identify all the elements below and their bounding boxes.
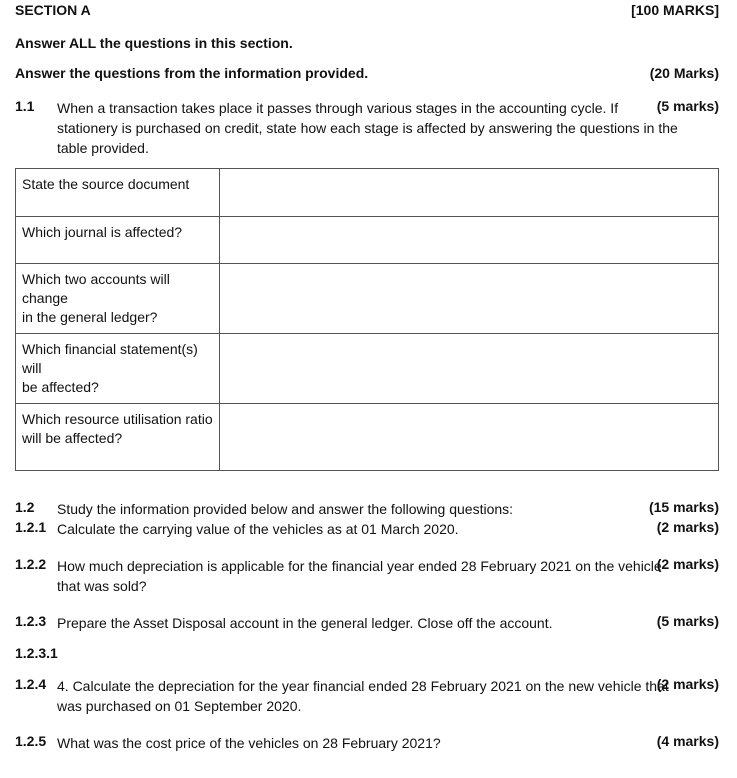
question-marks: (2 marks) xyxy=(656,676,719,692)
question-1-1 xyxy=(15,98,719,158)
table-row xyxy=(16,217,719,264)
question-number: 1.2.2 xyxy=(15,556,47,572)
table-row xyxy=(16,334,719,404)
answer-table xyxy=(15,168,719,471)
instruction-row xyxy=(15,65,719,85)
table-row-label xyxy=(16,169,220,217)
label-line: be affected? xyxy=(22,379,99,395)
question-1-2-5 xyxy=(15,733,719,753)
label-line: will be affected? xyxy=(22,430,123,446)
answer-cell[interactable] xyxy=(220,404,719,471)
answer-cell[interactable] xyxy=(220,264,719,334)
question-marks: (15 marks) xyxy=(648,499,719,515)
table-row-label xyxy=(16,334,220,404)
question-1-2-3 xyxy=(15,613,719,633)
question-text-line: that was sold? xyxy=(57,578,147,594)
question-1-2 xyxy=(15,499,719,519)
section-title: SECTION A xyxy=(15,2,91,18)
question-number: 1.1 xyxy=(15,98,35,114)
label-line: Which financial statement(s) will xyxy=(22,341,198,376)
label-line: Which journal is affected? xyxy=(22,224,183,240)
question-text xyxy=(57,98,678,158)
question-text-line: table provided. xyxy=(57,140,149,156)
question-text-line: When a transaction takes place it passes through various stages in the accounting cycle. If xyxy=(57,100,619,116)
question-text: Study the information provided below and answer the following questions: xyxy=(57,501,514,517)
question-1-2-1 xyxy=(15,519,719,539)
question-1-2-3-1 xyxy=(15,645,719,665)
table-row-label xyxy=(16,217,220,264)
section-marks: (20 Marks) xyxy=(649,65,719,81)
question-text-line: was purchased on 01 September 2020. xyxy=(57,698,302,714)
instruction-info: Answer the questions from the information provided. xyxy=(15,65,369,81)
question-marks: (2 marks) xyxy=(656,556,719,572)
question-number: 1.2 xyxy=(15,499,35,515)
table-row xyxy=(16,169,719,217)
question-text-line: How much depreciation is applicable for the financial year ended 28 February 2021 on the vehicle xyxy=(57,558,662,574)
question-text xyxy=(57,556,662,596)
question-1-2-2 xyxy=(15,556,719,596)
question-number: 1.2.5 xyxy=(15,733,47,749)
question-text-line: stationery is purchased on credit, state how each stage is affected by answering the questions in the xyxy=(57,120,678,136)
answer-cell[interactable] xyxy=(220,334,719,404)
question-number: 1.2.1 xyxy=(15,519,47,535)
question-number: 1.2.3.1 xyxy=(15,645,58,661)
table-row-label xyxy=(16,404,220,471)
answer-cell[interactable] xyxy=(220,217,719,264)
label-line: Which two accounts will change xyxy=(22,271,170,306)
question-number: 1.2.4 xyxy=(15,676,47,692)
question-text xyxy=(57,676,669,716)
question-text: What was the cost price of the vehicles on 28 February 2021? xyxy=(57,735,441,751)
question-text: Prepare the Asset Disposal account in the general ledger. Close off the account. xyxy=(57,615,553,631)
question-marks: (5 marks) xyxy=(656,613,719,629)
question-1-2-4 xyxy=(15,676,719,716)
table-row-label xyxy=(16,264,220,334)
label-line: State the source document xyxy=(22,176,190,192)
table-row xyxy=(16,404,719,471)
instruction-answer-all: Answer ALL the questions in this section. xyxy=(15,35,293,51)
question-marks: (2 marks) xyxy=(656,519,719,535)
answer-cell[interactable] xyxy=(220,169,719,217)
question-number: 1.2.3 xyxy=(15,613,47,629)
label-line: Which resource utilisation ratio xyxy=(22,411,213,427)
question-marks: (4 marks) xyxy=(656,733,719,749)
table-row xyxy=(16,264,719,334)
question-marks: (5 marks) xyxy=(656,98,719,114)
question-text: Calculate the carrying value of the vehicles as at 01 March 2020. xyxy=(57,521,459,537)
total-marks: [100 MARKS] xyxy=(631,2,719,18)
label-line: in the general ledger? xyxy=(22,309,158,325)
question-text-line: 4. Calculate the depreciation for the year financial ended 28 February 2021 on the new vehicle that xyxy=(57,678,669,694)
